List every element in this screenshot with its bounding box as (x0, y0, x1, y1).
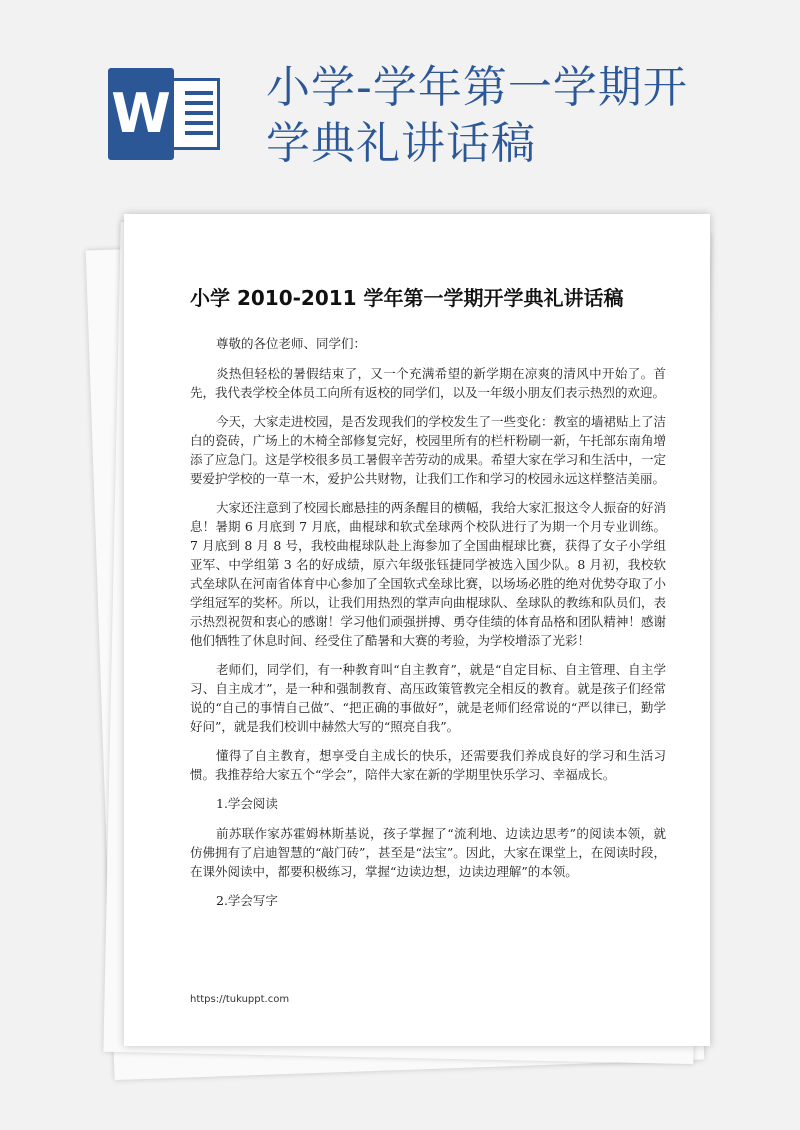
section-heading-reading: 1.学会阅读 (216, 796, 278, 811)
paragraph-5: 懂得了自主教育，想享受自主成长的快乐，还需要我们养成良好的学习和生活习惯。我推荐给大家五个“学会”，陪伴大家在新的学期里快乐学习、幸福成长。 (190, 748, 666, 782)
document-title: 小学 2010-2011 学年第一学期开学典礼讲话稿 (190, 286, 624, 310)
paragraph-3: 大家还注意到了校园长廊悬挂的两条醒目的横幅，我给大家汇报这令人振奋的好消息！暑期 6 月底到 7 月底，曲棍球和软式垒球两个校队进行了为期一个月专业训练。7 月底到 8 月 8 号，我校曲棍球队赴上海参加了全国曲棍球比赛，获得了女子小学组亚军、中学组第 3 名的好成绩，原六年级张钰捷同学被选入国少队。8 月初，我校软式垒球队在河南省体育中心参加了全国软式垒球比赛，以场场必胜的绝对优势夺取了小学组冠军的奖杯。所以，让我们用热烈的掌声向曲棍球队、垒球队的教练和队员们，表示热烈祝贺和衷心的感谢！学习他们顽强拼搏、勇夺佳绩的体育品格和团队精神！感谢他们牺牲了休息时间、经受住了酷暑和大赛的考验，为学校增添了光彩！ (190, 500, 667, 648)
paragraph-2: 今天，大家走进校园，是否发现我们的学校发生了一些变化：教室的墙裙贴上了洁白的瓷砖，广场上的木椅全部修复完好，校园里所有的栏杆粉刷一新，午托部东南角增添了应急门。这是学校很多员工暑假辛苦劳动的成果。希望大家在学习和生活中，一定要爱护学校的一草一木，爱护公共财物，让我们工作和学习的校园永远这样整洁美丽。 (190, 414, 667, 486)
page-title: 小学-学年第一学期开学典礼讲话稿 (266, 62, 688, 169)
paragraph-4: 老师们，同学们，有一种教育叫“自主教育”，就是“自定目标、自主管理、自主学习、自主成才”，是一种和强制教育、高压政策管教完全相反的教育。就是孩子们经常说的“自己的事情自己做”、“把正确的事做好”，就是老师们经常说的“严以律已，勤学好问”，就是我们校训中赫然大写的“照亮自我”。 (190, 662, 666, 734)
paragraph-1: 炎热但轻松的暑假结束了，又一个充满希望的新学期在凉爽的清风中开始了。首先，我代表学校全体员工向所有返校的同学们，以及一年级小朋友们表示热烈的欢迎。 (190, 366, 666, 400)
section-paragraph-reading: 前苏联作家苏霍姆林斯基说，孩子掌握了“流利地、边读边思考”的阅读本领，就仿佛拥有了启迪智慧的“敲门砖”，甚至是“法宝”。因此，大家在课堂上，在阅读时段，在课外阅读中，都要积极练习，掌握“边读边想，边读边理解”的本领。 (190, 826, 666, 879)
section-heading-writing: 2.学会写字 (216, 893, 278, 908)
footer-url: https://tukuppt.com (190, 994, 290, 1005)
document-page (124, 214, 710, 1046)
page-header (0, 0, 800, 200)
word-document-icon (108, 68, 224, 160)
word-badge: W (108, 68, 174, 160)
salutation: 尊敬的各位老师、同学们： (216, 336, 367, 351)
